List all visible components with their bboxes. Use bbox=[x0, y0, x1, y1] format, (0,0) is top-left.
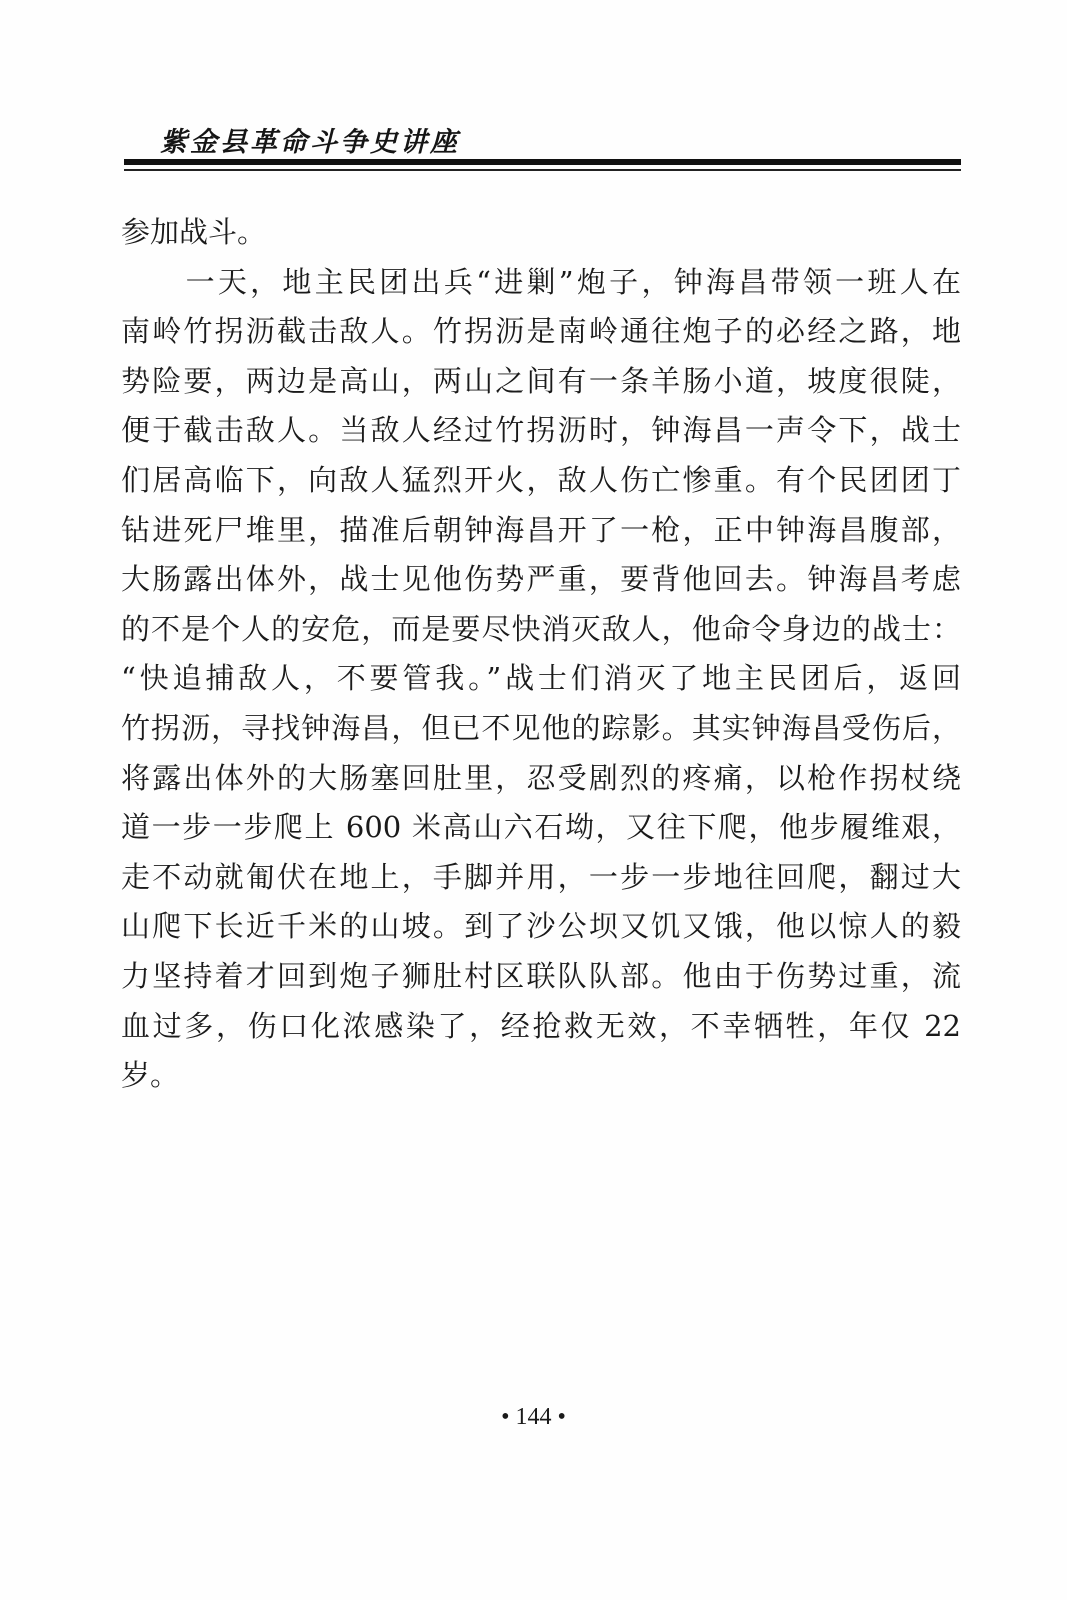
text-line: 钻进死尸堆里，描准后朝钟海昌开了一枪，正中钟海昌腹部， bbox=[121, 512, 961, 547]
text-line: 岁。 bbox=[121, 1058, 180, 1093]
text-line: 的不是个人的安危，而是要尽快消灭敌人，他命令身边的战士： bbox=[121, 611, 961, 646]
text-line: 便于截击敌人。当敌人经过竹拐沥时，钟海昌一声令下，战士 bbox=[121, 413, 961, 448]
text-line: 竹拐沥，寻找钟海昌，但已不见他的踪影。其实钟海昌受伤后， bbox=[121, 710, 961, 745]
body-text bbox=[121, 208, 961, 1101]
page-number: • 144 • bbox=[501, 1404, 566, 1430]
header-rule-thin bbox=[124, 169, 961, 171]
text-line: 力坚持着才回到炮子狮肚村区联队队部。他由于伤势过重，流 bbox=[121, 958, 961, 993]
text-line: 道一步一步爬上 600 米高山六石坳，又往下爬，他步履维艰， bbox=[121, 810, 961, 845]
text-line: 参加战斗。 bbox=[121, 215, 267, 249]
text-line: “快追捕敌人，不要管我。”战士们消灭了地主民团后，返回 bbox=[121, 661, 961, 696]
text-line: 血过多，伤口化浓感染了，经抢救无效，不幸牺牲，年仅 22 bbox=[121, 1008, 961, 1043]
text-line: 一天，地主民团出兵“进剿”炮子，钟海昌带领一班人在 bbox=[121, 264, 961, 299]
text-line: 们居高临下，向敌人猛烈开火，敌人伤亡惨重。有个民团团丁 bbox=[121, 462, 961, 497]
text-line: 走不动就匍伏在地上，手脚并用，一步一步地往回爬，翻过大 bbox=[121, 859, 961, 894]
text-line: 势险要，两边是高山，两山之间有一条羊肠小道，坡度很陡， bbox=[121, 363, 961, 398]
text-line: 将露出体外的大肠塞回肚里，忍受剧烈的疼痛，以枪作拐杖绕 bbox=[121, 760, 961, 795]
text-line: 南岭竹拐沥截击敌人。竹拐沥是南岭通往炮子的必经之路，地 bbox=[121, 314, 961, 349]
text-line: 山爬下长近千米的山坡。到了沙公坝又饥又饿，他以惊人的毅 bbox=[121, 909, 961, 944]
text-line: 大肠露出体外，战士见他伤势严重，要背他回去。钟海昌考虑 bbox=[121, 562, 961, 597]
running-header-title: 紫金县革命斗争史讲座 bbox=[160, 127, 460, 158]
header-rule-thick bbox=[124, 159, 961, 165]
